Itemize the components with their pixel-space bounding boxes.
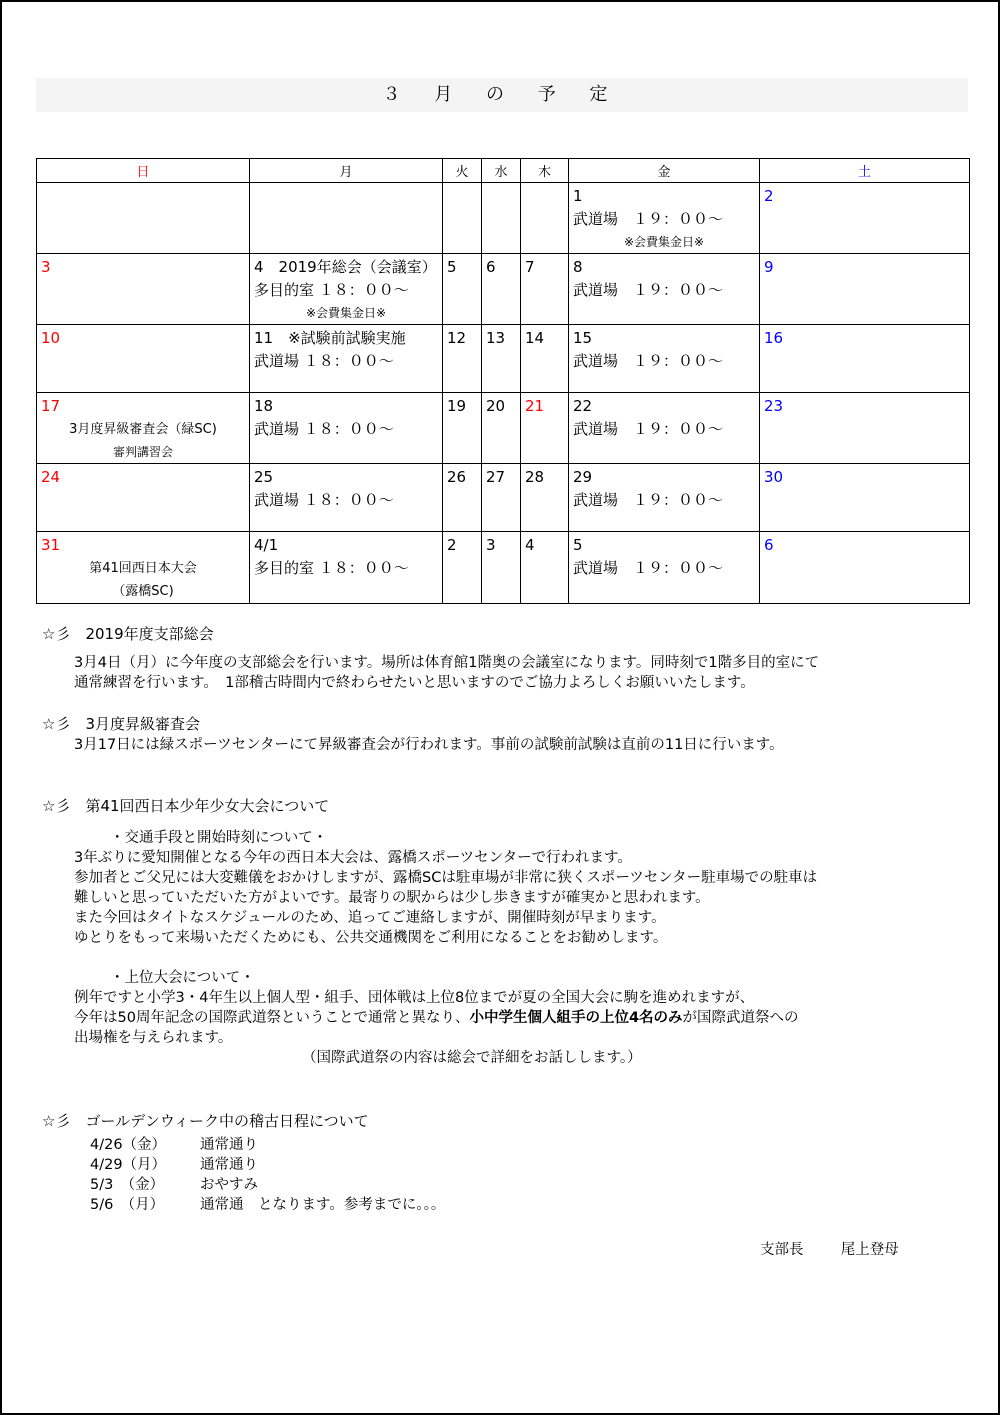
day-cell-friday [569, 532, 760, 604]
day-cell-monday [250, 183, 443, 254]
day-cell-thursday [521, 532, 569, 604]
day-number: 28 [525, 468, 545, 486]
calendar-week-row [37, 254, 970, 325]
day-number: 26 [447, 468, 467, 486]
schedule-date: 5/3 （金） [90, 1177, 165, 1193]
schedule-row [90, 1195, 445, 1215]
day-cell-sunday [37, 393, 250, 464]
practice-info: 武道場 １９：００～ [573, 281, 724, 299]
practice-info: 武道場 １９：００～ [573, 559, 724, 577]
day-cell-wednesday [482, 325, 521, 393]
day-number: 14 [525, 329, 545, 347]
schedule-date: 4/26（金） [90, 1137, 167, 1153]
emphasis-text: 小中学生個人組手の上位4名のみ [469, 1010, 683, 1026]
day-number: 30 [764, 468, 784, 486]
day-number: 8 [573, 258, 583, 276]
day-number: 4 2019年総会（会議室） [254, 258, 437, 276]
day-cell-friday [569, 393, 760, 464]
day-cell-monday [250, 464, 443, 532]
practice-info: 多目的室 １８：００～ [254, 559, 409, 577]
day-cell-wednesday [482, 183, 521, 254]
day-cell-wednesday [482, 464, 521, 532]
day-cell-sunday [37, 183, 250, 254]
text-span: が国際武道祭への [682, 1010, 799, 1026]
day-cell-monday [250, 532, 443, 604]
header-tuesday: 火 [443, 159, 482, 183]
event-venue: （露橋SC) [112, 584, 174, 599]
day-number: 6 [486, 258, 496, 276]
day-cell-monday [250, 325, 443, 393]
day-cell-wednesday [482, 393, 521, 464]
day-cell-saturday [760, 532, 970, 604]
subheading-upper-tournament: ・上位大会について・ [110, 970, 255, 986]
header-wednesday: 水 [482, 159, 521, 183]
calendar-week-row [37, 393, 970, 464]
schedule-text: 通常通 となります。参考までに。。。 [200, 1197, 446, 1213]
paragraph-note: （国際武道祭の内容は総会で詳細をお話しします。） [302, 1050, 642, 1066]
practice-info: 武道場 １８：００～ [254, 352, 394, 370]
day-number: 11 ※試験前試験実施 [254, 329, 406, 347]
day-number: 5 [573, 536, 583, 554]
schedule-date: 4/29（月） [90, 1157, 167, 1173]
paragraph-line: 3月17日には緑スポーツセンターにて昇級審査会が行われます。事前の試験前試験は直前の11日に行います。 [74, 737, 784, 753]
paragraph-line: 参加者とご父兄には大変難儀をおかけしますが、露橋SCは駐車場が非常に狭くスポーツセンター駐車場での駐車は [74, 870, 818, 886]
practice-info: 武道場 １９：００～ [573, 352, 724, 370]
day-number: 24 [41, 468, 61, 486]
day-number: 3 [41, 258, 51, 276]
calendar-week-row [37, 183, 970, 254]
day-cell-tuesday [443, 464, 482, 532]
calendar-week-row [37, 464, 970, 532]
day-number: 17 [41, 397, 61, 415]
day-cell-sunday [37, 325, 250, 393]
schedule-text: おやすみ [200, 1177, 258, 1193]
day-cell-sunday [37, 254, 250, 325]
day-number: 1 [573, 187, 583, 205]
header-monday: 月 [250, 159, 443, 183]
practice-info: 武道場 １８：００～ [254, 420, 394, 438]
header-friday: 金 [569, 159, 760, 183]
day-number: 12 [447, 329, 467, 347]
paragraph-line-with-emphasis [74, 1008, 799, 1028]
day-cell-thursday [521, 183, 569, 254]
signature [760, 1238, 899, 1259]
day-cell-friday [569, 254, 760, 325]
schedule-row [90, 1135, 445, 1155]
schedule-text: 通常通り [200, 1157, 258, 1173]
day-cell-saturday [760, 393, 970, 464]
day-number: 13 [486, 329, 506, 347]
day-number: 22 [573, 397, 593, 415]
paragraph-line: 出場権を与えられます。 [74, 1030, 233, 1046]
section-body-tournament-transport [74, 828, 817, 948]
day-number: 20 [486, 397, 506, 415]
schedule-date: 5/6 （月） [90, 1197, 165, 1213]
page-title: ３ 月 の 予 定 [36, 78, 968, 112]
day-cell-tuesday [443, 532, 482, 604]
section-title-grading: ☆彡 3月度昇級審査会 [42, 715, 200, 733]
signature-role: 支部長 [760, 1242, 804, 1258]
calendar-week-row [37, 325, 970, 393]
calendar-header-row [37, 159, 970, 183]
calendar-week-row [37, 532, 970, 604]
day-number: 18 [254, 397, 274, 415]
paragraph-line: 例年ですと小学3・4年生以上個人型・組手、団体戦は上位8位までが夏の全国大会に駒を進めれますが、 [74, 990, 755, 1006]
paragraph-line: 通常練習を行います。 1部稽古時間内で終わらせたいと思いますのでご協力よろしくお願いいたします。 [74, 675, 755, 691]
day-cell-sunday [37, 532, 250, 604]
golden-week-schedule [90, 1135, 445, 1215]
event-tournament: 第41回西日本大会 [89, 561, 197, 576]
practice-info: 武道場 １９：００～ [573, 420, 724, 438]
header-thursday: 木 [521, 159, 569, 183]
day-cell-tuesday [443, 325, 482, 393]
day-cell-monday [250, 393, 443, 464]
practice-info: 武道場 １８：００～ [254, 491, 394, 509]
day-cell-tuesday [443, 393, 482, 464]
day-number: 19 [447, 397, 467, 415]
day-number: 2 [764, 187, 774, 205]
day-cell-friday [569, 464, 760, 532]
day-number: 4 [525, 536, 535, 554]
paragraph-line: 難しいと思っていただいた方がよいです。最寄りの駅からは少し歩きますが確実かと思われます。 [74, 890, 710, 906]
day-cell-tuesday [443, 183, 482, 254]
day-number: 7 [525, 258, 535, 276]
schedule-row [90, 1175, 445, 1195]
day-cell-thursday [521, 325, 569, 393]
day-cell-tuesday [443, 254, 482, 325]
day-number: 3 [486, 536, 496, 554]
day-cell-friday [569, 325, 760, 393]
fee-note: ※会費集金日※ [305, 306, 387, 320]
text-span: 今年は50周年記念の国際武道祭ということで通常と異なり、 [74, 1010, 470, 1026]
day-number: 5 [447, 258, 457, 276]
paragraph-line: ゆとりをもって来場いただくためにも、公共交通機関をご利用になることをお勧めします。 [74, 930, 668, 946]
section-body-grading [74, 735, 784, 755]
day-number: 6 [764, 536, 774, 554]
day-number-holiday: 21 [525, 397, 545, 415]
day-cell-friday [569, 183, 760, 254]
day-cell-wednesday [482, 254, 521, 325]
day-number: 15 [573, 329, 593, 347]
day-number: 2 [447, 536, 457, 554]
section-title-golden-week: ☆彡 ゴールデンウィーク中の稽古日程について [42, 1112, 369, 1130]
day-cell-monday [250, 254, 443, 325]
day-number: 4/1 [254, 536, 279, 554]
day-cell-saturday [760, 254, 970, 325]
day-cell-wednesday [482, 532, 521, 604]
day-number: 31 [41, 536, 61, 554]
day-cell-saturday [760, 464, 970, 532]
day-number: 10 [41, 329, 61, 347]
event-referee-seminar: 審判講習会 [112, 445, 173, 459]
practice-info: 武道場 １９：００～ [573, 491, 724, 509]
day-number: 23 [764, 397, 784, 415]
calendar-table [36, 158, 970, 604]
day-number: 25 [254, 468, 274, 486]
paragraph-line: 3年ぶりに愛知開催となる今年の西日本大会は、露橋スポーツセンターで行われます。 [74, 850, 632, 866]
paragraph-line: また今回はタイトなスケジュールのため、追ってご連絡しますが、開催時刻が早まります。 [74, 910, 666, 926]
header-sunday: 日 [37, 159, 250, 183]
day-number: 27 [486, 468, 506, 486]
practice-info: 多目的室 １８：００～ [254, 281, 409, 299]
day-cell-thursday [521, 464, 569, 532]
day-number: 9 [764, 258, 774, 276]
event-grading: 3月度昇級審査会（緑SC) [69, 422, 217, 437]
paragraph-line: 3月4日（月）に今年度の支部総会を行います。場所は体育館1階奥の会議室になります。同時刻で1階多目的室にて [74, 655, 820, 671]
section-title-general-meeting: ☆彡 2019年度支部総会 [42, 625, 214, 643]
signature-name: 尾上登母 [840, 1242, 899, 1258]
header-saturday: 土 [760, 159, 970, 183]
fee-note: ※会費集金日※ [623, 235, 705, 249]
practice-info: 武道場 １９：００～ [573, 210, 724, 228]
day-cell-thursday [521, 254, 569, 325]
day-number: 29 [573, 468, 593, 486]
day-cell-thursday [521, 393, 569, 464]
schedule-text: 通常通り [200, 1137, 258, 1153]
section-body-tournament-upper [74, 968, 799, 1068]
section-title-tournament: ☆彡 第41回西日本少年少女大会について [42, 797, 330, 815]
day-cell-saturday [760, 183, 970, 254]
day-cell-sunday [37, 464, 250, 532]
schedule-row [90, 1155, 445, 1175]
day-number: 16 [764, 329, 784, 347]
section-body-general-meeting [74, 653, 819, 693]
day-cell-saturday [760, 325, 970, 393]
subheading-transport: ・交通手段と開始時刻について・ [110, 830, 328, 846]
